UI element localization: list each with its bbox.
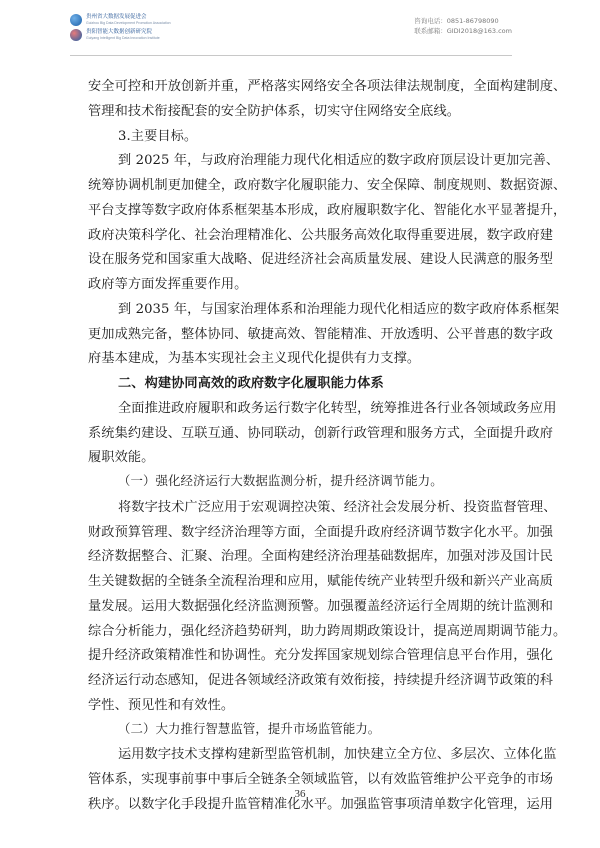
body-line: 政府决策科学化、社会治理精准化、公共服务高效化取得重要进展，数字政府建 (88, 227, 554, 243)
body-line: 量发展。运用大数据强化经济监测预警。加强覆盖经济运行全周期的统计监测和 (88, 598, 554, 614)
body-line: 政府等方面发挥重要作用。 (88, 277, 248, 292)
contact-phone: 咨询电话：0851-86798090 (414, 17, 499, 25)
body-line: 经济运行动态感知，促进各领域经济政策有效衔接，持续提升经济调节政策的科 (88, 673, 554, 688)
body-line: 综合分析能力，强化经济趋势研判，助力跨周期政策设计，提高逆周期调节能力。 (88, 623, 567, 639)
institute-logo (70, 29, 160, 41)
body-line: 管理和技术衔接配套的安全防护体系，切实守住网络安全底线。 (88, 103, 461, 119)
association-english-name: Guizhou Big Data Development Promotion Association (86, 20, 171, 25)
body-line: 安全可控和开放创新并重，严格落实网络安全各项法律法规制度，全面构建制度、 (88, 79, 567, 94)
subsection-heading: （二）大力推行智慧监管，提升市场监管能力。 (118, 720, 381, 736)
section-heading: 3.主要目标。 (118, 128, 198, 144)
page-header (0, 0, 600, 56)
body-line: 学性、预见性和有效性。 (88, 697, 235, 713)
header-divider (70, 55, 512, 56)
institute-name: 贵阳智能大数据创新研究院 (86, 29, 153, 35)
association-logo (70, 14, 171, 26)
body-line: 系统集约建设、互联互通、协同联动，创新行政管理和服务方式，全面提升政府 (88, 425, 554, 441)
body-line: 秩序。以数字化手段提升监管精准化水平。加强监管事项清单数字化管理，运用 (88, 796, 554, 812)
paragraph-start: 全面推进政府履职和政务运行数字化转型，统筹推进各行业各领域政务应用 (118, 400, 557, 416)
association-logo-icon (70, 14, 82, 26)
institute-english-name: Guiyang Intelligent Big Data Innovation Institute (86, 35, 160, 40)
body-line: 更加成熟完备，整体协同、敏捷高效、智能精准、开放透明、公平普惠的数字政 (88, 326, 554, 342)
contact-email: 联系邮箱：GIDI2018@163.com (414, 27, 512, 35)
body-line: 履职效能。 (88, 450, 155, 466)
body-line: 设在服务党和国家重大战略、促进经济社会高质量发展、建设人民满意的服务型 (88, 252, 554, 268)
body-line: 提升经济政策精准性和协调性。充分发挥国家规划综合管理信息平台作用，强化 (88, 648, 554, 664)
body-line: 财政预算管理、数字经济治理等方面，全面提升政府经济调节数字化水平。加强 (88, 524, 554, 540)
institute-logo-icon (70, 29, 82, 41)
paragraph-start: 到 2035 年，与国家治理体系和治理能力现代化相适应的数字政府体系框架 (118, 301, 560, 317)
paragraph-start: 到 2025 年，与政府治理能力现代化相适应的数字政府顶层设计更加完善、 (118, 153, 560, 169)
subsection-heading: （一）强化经济运行大数据监测分析，提升经济调节能力。 (118, 473, 443, 488)
body-line: 府基本建成，为基本实现社会主义现代化提供有力支撑。 (88, 351, 421, 367)
body-line: 平台支撑等数字政府体系框架基本形成，政府履职数字化、智能化水平显著提升， (88, 202, 567, 218)
association-name: 贵州省大数据发展促进会 (86, 14, 147, 20)
contact-info (414, 16, 512, 36)
body-line: 管体系，实现事前事中事后全链条全领域监管，以有效监管维护公平竞争的市场 (88, 772, 554, 787)
page-number: 36 (294, 788, 306, 800)
body-line: 生关键数据的全链条全流程治理和应用，赋能传统产业转型升级和新兴产业高质 (88, 574, 554, 589)
paragraph-start: 运用数字技术支撑构建新型监管机制，加快建立全方位、多层次、立体化监 (118, 747, 557, 763)
chapter-heading: 二、构建协同高效的政府数字化履职能力体系 (118, 376, 384, 391)
body-line: 统筹协调机制更加健全，政府数字化履职能力、安全保障、制度规则、数据资源、 (88, 178, 567, 193)
paragraph-start: 将数字技术广泛应用于宏观调控决策、经济社会发展分析、投资监督管理、 (118, 499, 557, 515)
body-line: 经济数据整合、汇聚、治理。全面构建经济治理基础数据库，加强对涉及国计民 (88, 549, 554, 565)
